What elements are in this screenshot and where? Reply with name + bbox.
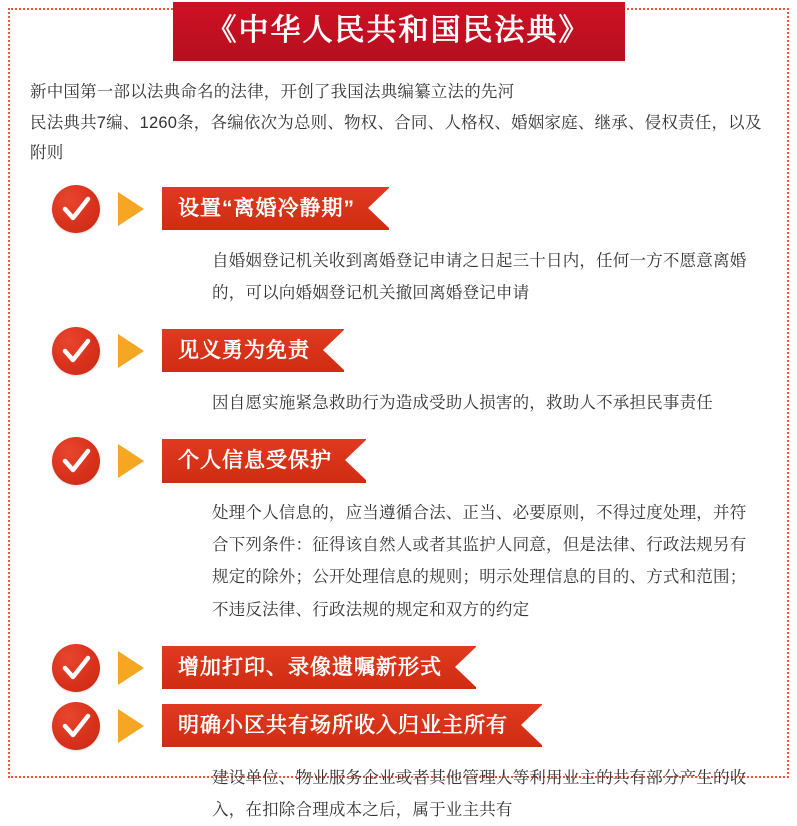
- page-title: 《中华人民共和国民法典》: [173, 2, 625, 61]
- list-item-header: [30, 433, 767, 489]
- list-item: [30, 640, 767, 696]
- check-circle-icon: [52, 327, 100, 375]
- list-item-header: [30, 181, 767, 237]
- check-circle-icon: [52, 644, 100, 692]
- arrow-right-icon: [118, 709, 150, 743]
- arrow-right-icon: [118, 334, 150, 368]
- list-item: [30, 698, 767, 826]
- provision-heading: 设置“离婚冷静期”: [162, 187, 389, 230]
- list-item-header: [30, 640, 767, 696]
- provision-heading: 明确小区共有场所收入归业主所有: [162, 704, 542, 747]
- provision-heading: 个人信息受保护: [162, 439, 366, 482]
- title-banner-wrap: [30, 0, 767, 61]
- intro-paragraph: [30, 77, 767, 169]
- list-item-header: [30, 323, 767, 379]
- provision-heading: 增加打印、录像遗嘱新形式: [162, 646, 476, 689]
- provision-heading: 见义勇为免责: [162, 329, 344, 372]
- check-circle-icon: [52, 185, 100, 233]
- provision-body: 因自愿实施紧急救助行为造成受助人损害的，救助人不承担民事责任: [212, 393, 713, 412]
- provision-body: 自婚姻登记机关收到离婚登记申请之日起三十日内，任何一方不愿意离婚的，可以向婚姻登记机关撤回离婚登记申请: [212, 251, 747, 302]
- intro-line-1: 新中国第一部以法典命名的法律，开创了我国法典编纂立法的先河: [30, 83, 515, 101]
- check-circle-icon: [52, 702, 100, 750]
- arrow-right-icon: [118, 651, 150, 685]
- arrow-right-icon: [118, 192, 150, 226]
- list-item-header: [30, 698, 767, 754]
- list-item: [30, 181, 767, 309]
- arrow-right-icon: [118, 444, 150, 478]
- check-circle-icon: [52, 437, 100, 485]
- list-item: [30, 433, 767, 626]
- provision-list: [30, 181, 767, 826]
- provision-body: 处理个人信息的，应当遵循合法、正当、必要原则，不得过度处理，并符合下列条件：征得该自然人或者其监护人同意，但是法律、行政法规另有规定的除外；公开处理信息的规则；明示处理信息的目的、方式和范围；不违反法律、行政法规的规定和双方的约定: [212, 504, 747, 619]
- list-item: [30, 323, 767, 419]
- intro-line-2: 民法典共7编、1260条，各编依次为总则、物权、合同、人格权、婚姻家庭、继承、侵权责任，以及附则: [30, 113, 762, 163]
- provision-body: 建设单位、物业服务企业或者其他管理人等利用业主的共有部分产生的收入，在扣除合理成本之后，属于业主共有: [212, 768, 747, 819]
